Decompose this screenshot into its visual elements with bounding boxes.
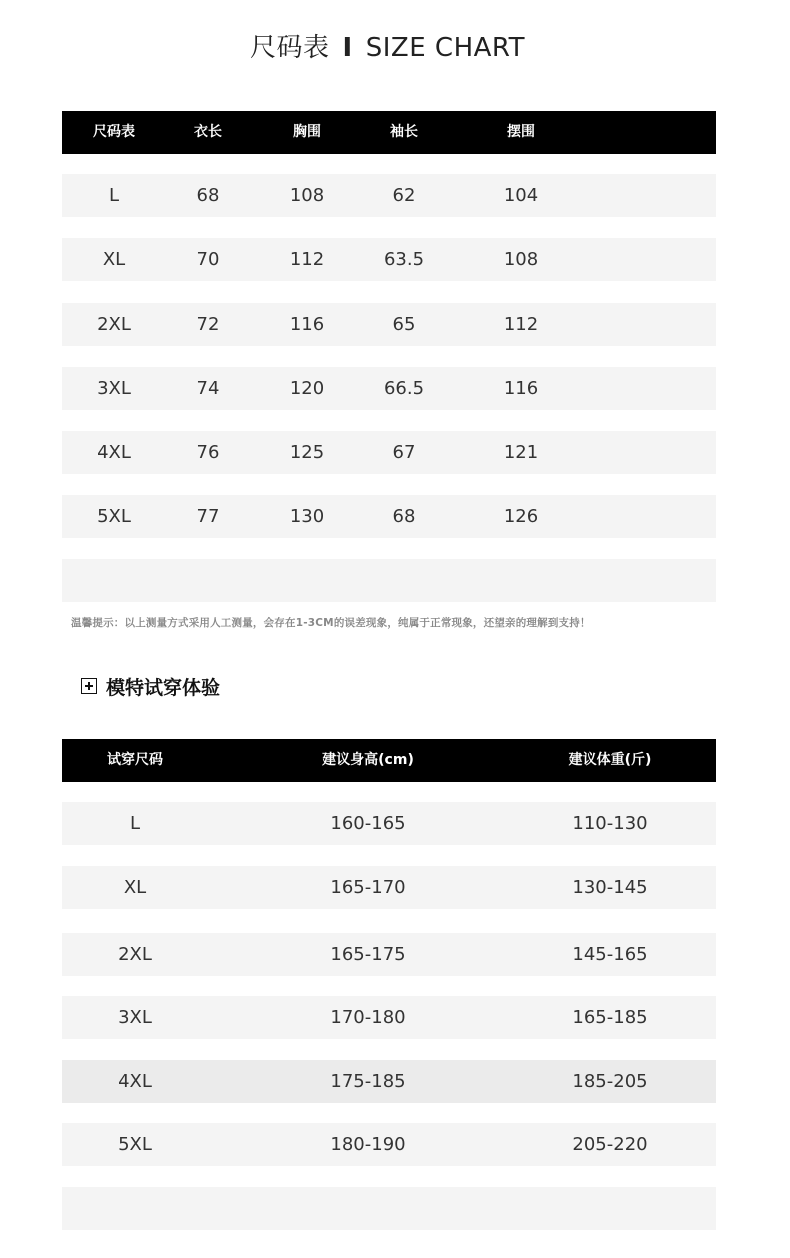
size-table-row [62,174,716,217]
title-separator: I [342,33,353,63]
title-chinese: 尺码表 [250,33,330,63]
model-table-cell: 180-190 [330,1134,406,1155]
model-table-cell: 175-185 [330,1071,406,1092]
size-table-cell: 126 [503,506,539,527]
size-table-header-cell: 衣长 [194,124,222,140]
model-table-header-row [62,739,716,782]
size-table-cell: 108 [503,249,539,270]
model-table-header-cell: 试穿尺码 [107,752,163,768]
size-table-cell: L [108,185,120,206]
model-table-cell: 145-165 [572,944,648,965]
model-table-cell: XL [123,877,147,898]
model-table-row [62,1187,716,1230]
size-table-header-cell: 袖长 [390,124,418,140]
size-table-cell: 4XL [97,442,131,463]
size-table-cell: 68 [196,185,220,206]
size-table-cell: 70 [196,249,220,270]
size-table-cell: 125 [289,442,325,463]
size-table-cell: 68 [392,506,416,527]
model-table-cell: 165-170 [330,877,406,898]
size-table-cell: 121 [503,442,539,463]
size-table-row [62,431,716,474]
size-table-cell: 63.5 [383,249,425,270]
model-table-cell: 130-145 [572,877,648,898]
model-table-row [62,802,716,845]
size-table-cell: 66.5 [383,378,425,399]
model-table-cell: 4XL [118,1071,152,1092]
size-table-cell: 104 [503,185,539,206]
size-table-row [62,238,716,281]
size-table-header-cell: 尺码表 [93,124,135,140]
size-table-cell: 67 [392,442,416,463]
size-table-cell: 108 [289,185,325,206]
size-table-cell: 65 [392,314,416,335]
model-table-row [62,933,716,976]
model-table-row [62,1060,716,1103]
model-table-row [62,996,716,1039]
size-table-cell: 3XL [97,378,131,399]
plus-box-icon [81,678,97,694]
size-table-cell: XL [102,249,126,270]
model-table-cell: 5XL [118,1134,152,1155]
size-table-cell: 62 [392,185,416,206]
size-table-row [62,495,716,538]
size-table-cell: 76 [196,442,220,463]
model-table-cell: 205-220 [572,1134,648,1155]
size-table-row [62,303,716,346]
model-table-row [62,866,716,909]
size-table-cell: 130 [289,506,325,527]
size-table-cell: 74 [196,378,220,399]
size-table-cell: 2XL [97,314,131,335]
model-section-heading [81,674,220,698]
model-table-cell: 2XL [118,944,152,965]
model-table-row [62,1123,716,1166]
size-table-cell: 5XL [97,506,131,527]
size-table-row [62,367,716,410]
title-english: SIZE CHART [365,33,525,63]
size-table-cell: 112 [503,314,539,335]
size-table-header-row [62,111,716,154]
size-table-cell: 77 [196,506,220,527]
model-table-cell: 170-180 [330,1007,406,1028]
model-table-cell: 110-130 [572,813,648,834]
size-table-row [62,559,716,602]
model-table-cell: L [129,813,141,834]
model-table-header-cell: 建议体重(斤) [568,752,652,768]
measurement-note: 温馨提示：以上测量方式采用人工测量，会存在1-3CM的误差现象，纯属于正常现象，还望亲的理解到支持！ [71,617,591,629]
model-table-header-cell: 建议身高(cm) [322,752,414,768]
size-table-cell: 116 [289,314,325,335]
model-table-cell: 165-175 [330,944,406,965]
size-table-cell: 112 [289,249,325,270]
size-table-cell: 116 [503,378,539,399]
model-table-cell: 160-165 [330,813,406,834]
model-table-cell: 185-205 [572,1071,648,1092]
page-title [0,27,775,64]
model-table-cell: 3XL [118,1007,152,1028]
size-table-cell: 72 [196,314,220,335]
size-table-header-cell: 摆围 [507,124,535,140]
size-table-cell: 120 [289,378,325,399]
model-table-cell: 165-185 [572,1007,648,1028]
model-section-title: 模特试穿体验 [106,676,221,699]
size-table-header-cell: 胸围 [293,124,321,140]
